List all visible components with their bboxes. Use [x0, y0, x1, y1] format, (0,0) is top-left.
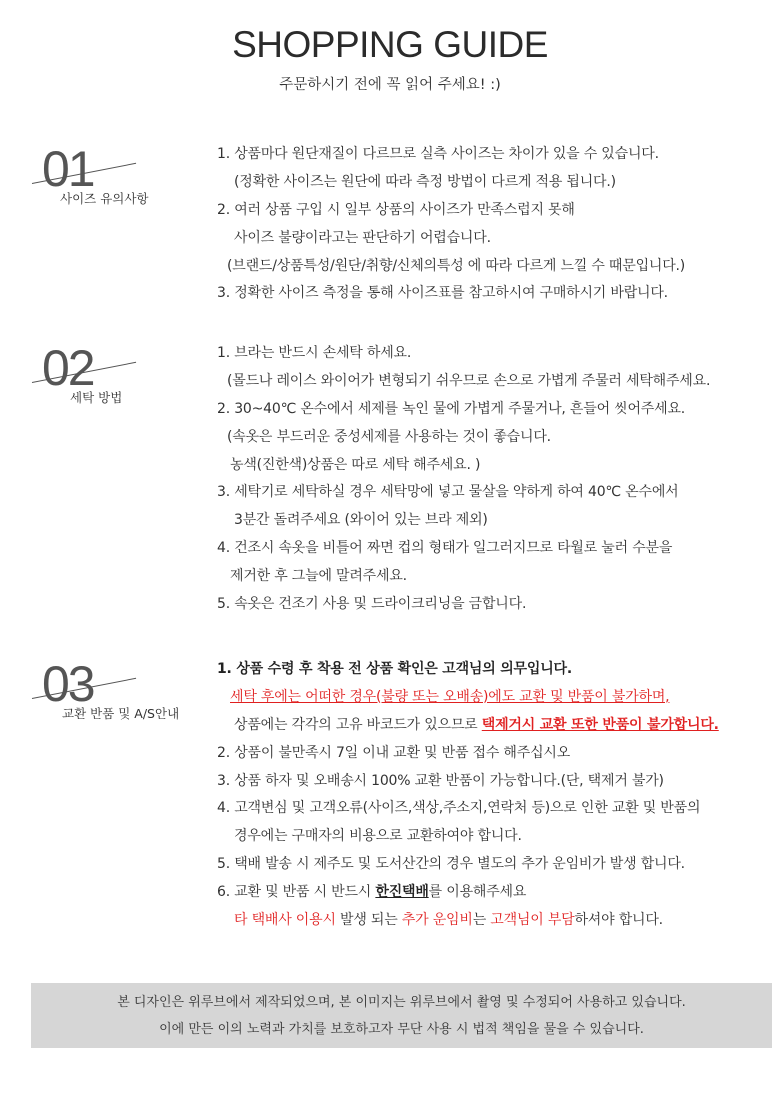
- guide-line: 4. 고객변심 및 고객오류(사이즈,색상,주소지,연락처 등)으로 인한 교환 및 반품의: [217, 800, 701, 817]
- copyright-line: 본 디자인은 위루브에서 제작되었으며, 본 이미지는 위루브에서 촬영 및 수정되어 사용하고 있습니다.: [117, 994, 686, 1010]
- barcode-text: 상품에는 각각의 고유 바코드가 있으므로: [234, 716, 482, 733]
- section-label: 사이즈 유의사항: [60, 191, 149, 206]
- guide-line: [217, 879, 777, 907]
- no-return-after-wash-text: 세탁 후에는 어떠한 경우(불량 또는 오배송)에도 교환 및 반품이 불가하며,: [230, 688, 670, 705]
- section-number-block: [30, 340, 180, 420]
- guide-line: 4. 건조시 속옷을 비틀어 짜면 컵의 형태가 일그러지므로 타월로 눌러 수분을: [217, 540, 673, 557]
- section-number: 01: [42, 141, 94, 197]
- guide-line: [217, 656, 777, 684]
- fee-text: 발생 되는: [335, 912, 402, 929]
- fee-text-end: 하셔야 합니다.: [574, 912, 663, 929]
- guide-line: (몰드나 레이스 와이어가 변형되기 쉬우므로 손으로 가볍게 주물러 세탁해주세요.: [227, 372, 711, 389]
- guide-line: 농색(진한색)상품은 따로 세탁 해주세요. ): [230, 456, 481, 473]
- extra-fee-text: 추가 운임비: [401, 912, 473, 929]
- guide-line: 1. 상품마다 원단재질이 다르므로 실측 사이즈는 차이가 있을 수 있습니다.: [217, 146, 659, 162]
- courier-text: 6. 교환 및 반품 시 반드시: [217, 884, 376, 901]
- page-header: [0, 22, 780, 96]
- guide-line: 3. 세탁기로 세탁하실 경우 세탁망에 넣고 물살을 약하게 하여 40℃ 온수에서: [217, 484, 679, 501]
- customer-burden-text: 고객님이 부담: [490, 912, 575, 929]
- section-lines: [217, 656, 777, 935]
- section-number: 03: [42, 656, 94, 712]
- guide-line: 경우에는 구매자의 비용으로 교환하여야 합니다.: [234, 828, 522, 845]
- page-subtitle: 주문하시기 전에 꼭 읽어 주세요! :): [279, 77, 501, 93]
- guide-line: 2. 30~40℃ 온수에서 세제를 녹인 물에 가볍게 주물거나, 흔들어 씻어주세요.: [217, 400, 686, 417]
- other-courier-text: 타 택배사 이용시: [234, 912, 336, 929]
- courier-text-end: 를 이용해주세요: [428, 884, 527, 901]
- section-number-block: [30, 141, 180, 221]
- section-lines: [217, 340, 777, 619]
- section-lines: [217, 141, 777, 308]
- guide-line: [217, 712, 777, 740]
- page-title: SHOPPING GUIDE: [232, 24, 548, 65]
- tag-removal-warning: 택제거시 교환 또한 반품이 불가합니다.: [481, 716, 719, 733]
- section-number: 02: [42, 340, 94, 396]
- section-number-block: [30, 656, 180, 736]
- fee-text: 는: [472, 912, 491, 929]
- guide-line: (속옷은 부드러운 중성세제를 사용하는 것이 좋습니다.: [227, 428, 551, 445]
- guide-line: 2. 여러 상품 구입 시 일부 상품의 사이즈가 만족스럽지 못해: [217, 201, 575, 218]
- guide-line: 사이즈 불량이라고는 판단하기 어렵습니다.: [234, 229, 491, 246]
- guide-line: 2. 상품이 불만족시 7일 이내 교환 및 반품 접수 해주십시오: [217, 744, 571, 761]
- guide-line: 5. 택배 발송 시 제주도 및 도서산간의 경우 별도의 추가 운임비가 발생 합니다.: [217, 856, 685, 873]
- guide-line: (브랜드/상품특성/원단/취향/신체의특성 에 따라 다르게 느낄 수 때문입니다.): [227, 257, 686, 274]
- guide-line: (정확한 사이즈는 원단에 따라 측정 방법이 다르게 적용 됩니다.): [234, 173, 616, 190]
- copyright-line: 이에 만든 이의 노력과 가치를 보호하고자 무단 사용 시 법적 책임을 물을 수 있습니다.: [159, 1021, 644, 1037]
- guide-line: 3분간 돌려주세요 (와이어 있는 브라 제외): [234, 512, 488, 529]
- courier-name: 한진택배: [375, 884, 429, 901]
- copyright-notice: [31, 983, 772, 1048]
- guide-line: 3. 상품 하자 및 오배송시 100% 교환 반품이 가능합니다.(단, 택제거 불가): [217, 772, 664, 789]
- customer-duty-text: 1. 상품 수령 후 착용 전 상품 확인은 고객님의 의무입니다.: [217, 661, 572, 677]
- section-label: 세탁 방법: [70, 390, 123, 405]
- guide-line: 1. 브라는 반드시 손세탁 하세요.: [217, 345, 412, 361]
- guide-line: 제거한 후 그늘에 말려주세요.: [230, 568, 407, 585]
- guide-line: 5. 속옷은 건조기 사용 및 드라이크리닝을 금합니다.: [217, 596, 527, 613]
- section-label: 교환 반품 및 A/S안내: [62, 706, 180, 721]
- guide-line: 3. 정확한 사이즈 측정을 통해 사이즈표를 참고하시여 구매하시기 바랍니다.: [217, 285, 668, 302]
- guide-line: [217, 907, 777, 935]
- guide-line: [217, 684, 777, 712]
